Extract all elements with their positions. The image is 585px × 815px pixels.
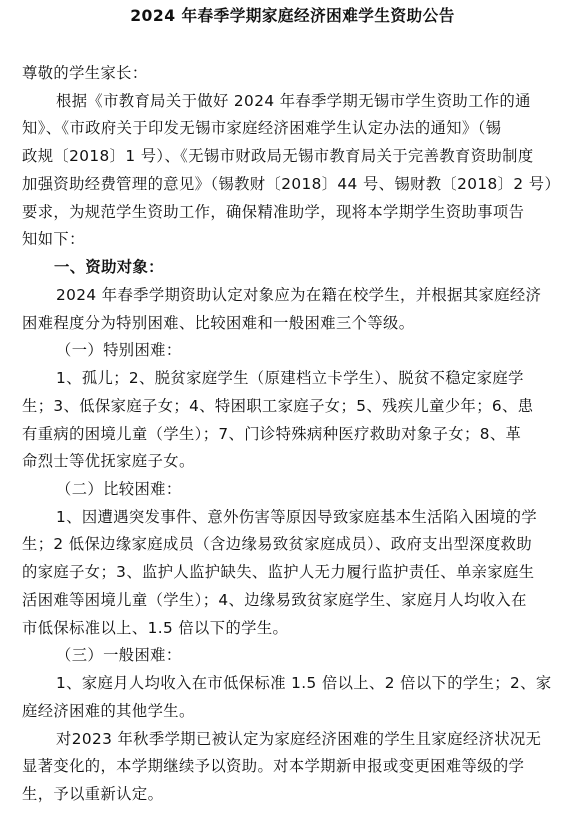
intro-line: 政规〔2018〕1 号）、《无锡市财政局无锡市教育局关于完善教育资助制度 <box>22 147 534 165</box>
section-heading-recipients: 一、资助对象： <box>54 258 164 276</box>
sub2-line: 1、因遭遇突发事件、意外伤害等原因导致家庭基本生活陷入困境的学 <box>56 508 538 526</box>
sub2-line: 生；2 低保边缘家庭成员（含边缘易致贫家庭成员）、政府支出型深度救助 <box>22 535 533 553</box>
intro-line: 加强资助经费管理的意见》（锡教财〔2018〕44 号、锡财教〔2018〕2 号） <box>22 175 561 193</box>
subheading-general-difficulty: （三）一般困难： <box>56 646 182 664</box>
section1-line: 2024 年春季学期资助认定对象应为在籍在校学生，并根据其家庭经济 <box>56 286 542 304</box>
closing-line: 生，予以重新认定。 <box>22 785 164 803</box>
intro-line: 知》、《市政府关于印发无锡市家庭经济困难学生认定办法的通知》（锡 <box>22 119 502 137</box>
intro-line: 要求，为规范学生资助工作，确保精准助学，现将本学期学生资助事项告 <box>22 203 525 221</box>
sub3-line: 庭经济困难的其他学生。 <box>22 702 195 720</box>
sub2-line: 的家庭子女；3、监护人监护缺失、监护人无力履行监护责任、单亲家庭生 <box>22 563 535 581</box>
closing-line: 显著变化的，本学期继续予以资助。对本学期新申报或变更困难等级的学 <box>22 757 525 775</box>
sub1-line: 生；3、低保家庭子女；4、特困职工家庭子女；5、残疾儿童少年；6、患 <box>22 397 534 415</box>
sub3-line: 1、家庭月人均收入在市低保标准 1.5 倍以上、2 倍以下的学生；2、家 <box>56 674 552 692</box>
sub1-line: 命烈士等优抚家庭子女。 <box>22 452 195 470</box>
salutation: 尊敬的学生家长： <box>22 64 148 82</box>
intro-line: 知如下： <box>22 230 85 248</box>
sub1-line: 1、孤儿；2、脱贫家庭学生（原建档立卡学生）、脱贫不稳定家庭学 <box>56 369 524 387</box>
subheading-special-difficulty: （一）特别困难： <box>56 341 182 359</box>
closing-line: 对2023 年秋季学期已被认定为家庭经济困难的学生且家庭经济状况无 <box>56 730 542 748</box>
intro-line: 根据《市教育局关于做好 2024 年春季学期无锡市学生资助工作的通 <box>56 92 531 110</box>
sub2-line: 市低保标准以上、1.5 倍以下的学生。 <box>22 619 289 637</box>
sub1-line: 有重病的困境儿童（学生）；7、门诊特殊病种医疗救助对象子女；8、革 <box>22 425 522 443</box>
sub2-line: 活困难等困境儿童（学生）；4、边缘易致贫家庭学生、家庭月人均收入在 <box>22 591 527 609</box>
subheading-relative-difficulty: （二）比较困难： <box>56 480 182 498</box>
document-title: 2024 年春季学期家庭经济困难学生资助公告 <box>130 6 455 25</box>
section1-line: 困难程度分为特别困难、比较困难和一般困难三个等级。 <box>22 314 415 332</box>
